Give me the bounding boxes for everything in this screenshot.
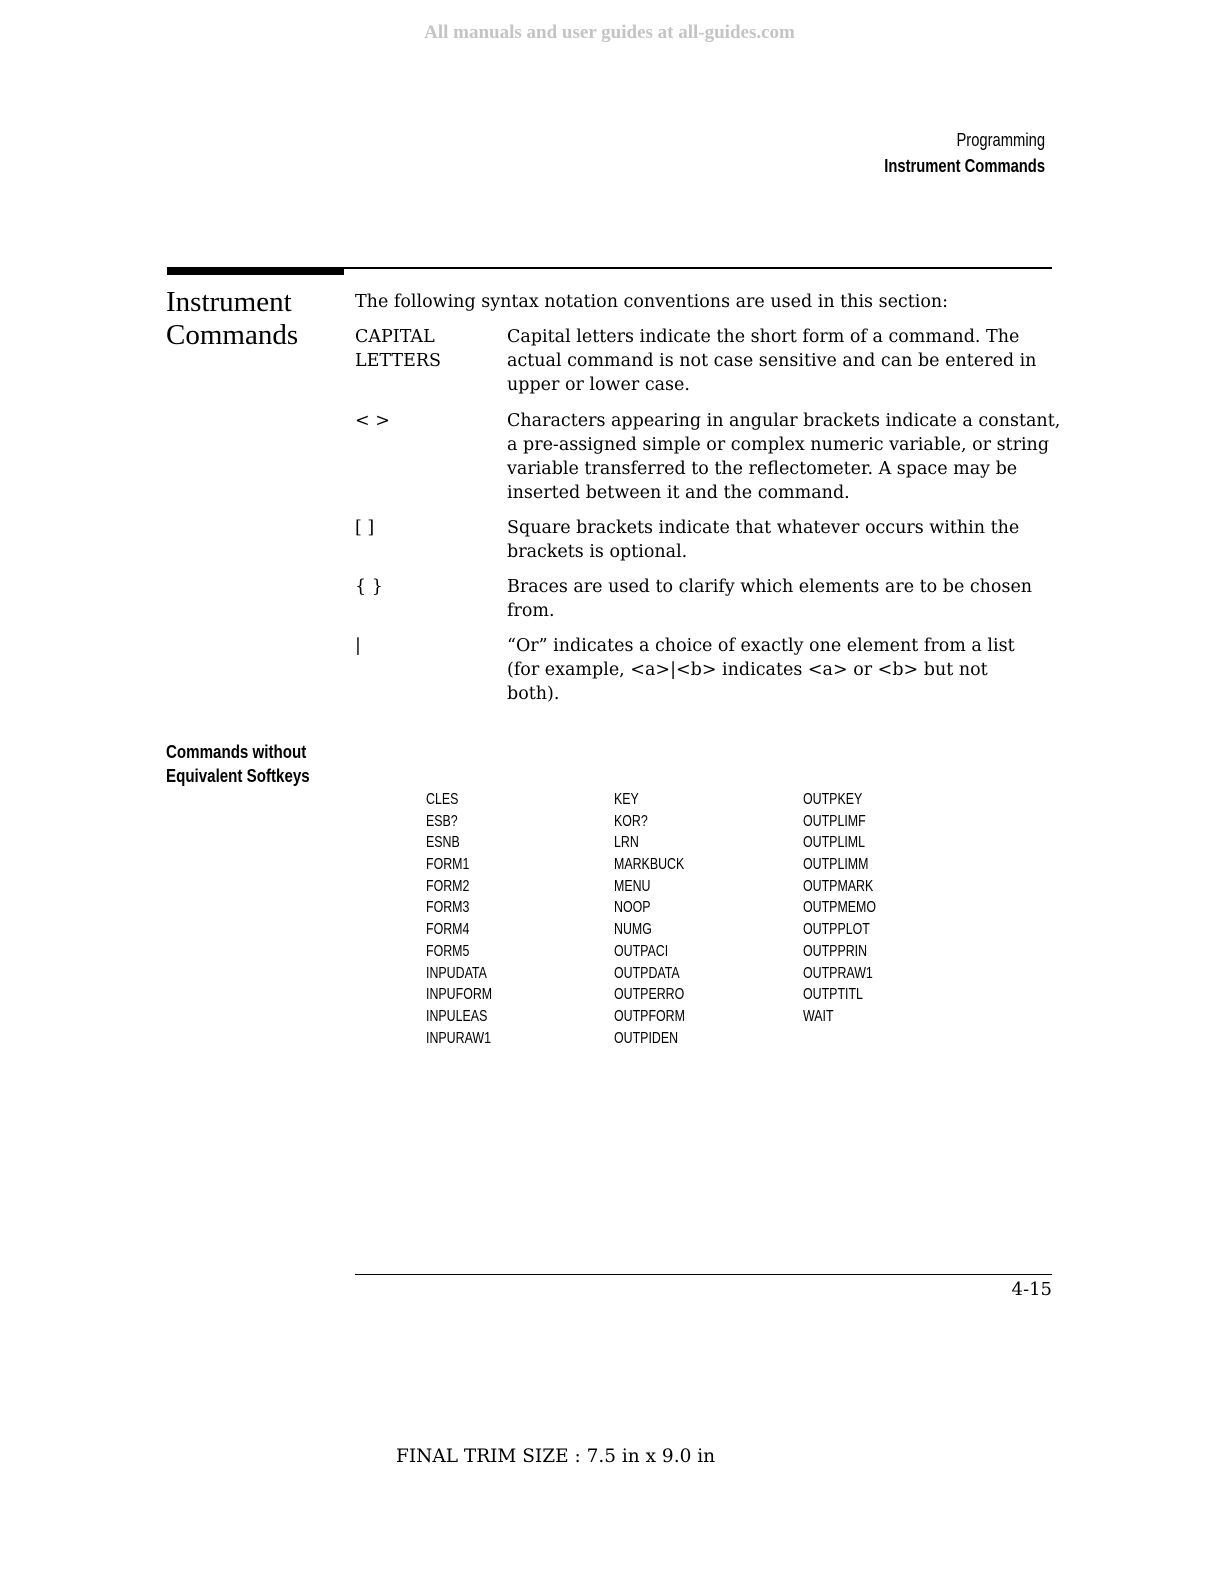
command-item: OUTPKEY bbox=[803, 791, 863, 808]
section-title bbox=[166, 286, 336, 352]
command-item: FORM3 bbox=[426, 899, 470, 917]
command-item: OUTPPRIN bbox=[803, 942, 868, 960]
command-item: FORM4 bbox=[426, 921, 470, 939]
command-item: FORM1 bbox=[426, 856, 470, 874]
convention-term-angle: < > bbox=[355, 411, 390, 431]
subsection-title-line2: Equivalent Softkeys bbox=[166, 766, 310, 786]
command-item: OUTPACI bbox=[614, 942, 669, 960]
command-item: INPUDATA bbox=[426, 964, 487, 982]
page-number: 4-15 bbox=[1011, 1279, 1052, 1300]
command-item: OUTPDATA bbox=[614, 964, 680, 982]
command-item: ESB? bbox=[426, 812, 458, 830]
convention-term-braces: { } bbox=[355, 577, 383, 597]
command-column-2 bbox=[614, 789, 703, 1049]
command-item: KOR? bbox=[614, 812, 648, 830]
section-rule-thick bbox=[167, 267, 344, 275]
intro-paragraph: The following syntax notation conventions are used in this section: bbox=[355, 292, 949, 312]
command-item: OUTPPLOT bbox=[803, 921, 870, 939]
footer-rule bbox=[355, 1274, 1052, 1275]
command-item: OUTPTITL bbox=[803, 986, 863, 1004]
subsection-title-line1: Commands without bbox=[166, 742, 307, 762]
command-item: OUTPMARK bbox=[803, 877, 874, 895]
command-item: NOOP bbox=[614, 899, 651, 917]
command-item: CLES bbox=[426, 791, 459, 808]
command-item: MENU bbox=[614, 877, 651, 895]
subsection-title bbox=[166, 740, 326, 788]
command-item: OUTPLIMM bbox=[803, 856, 869, 874]
convention-desc-braces: Braces are used to clarify which elements are to be chosen from. bbox=[507, 577, 1033, 621]
command-item: NUMG bbox=[614, 921, 652, 939]
command-item: ESNB bbox=[426, 834, 460, 852]
command-item: WAIT bbox=[803, 1007, 834, 1025]
convention-desc-angle: Characters appearing in angular brackets indicate a constant, a pre-assigned simple or complex numeric variable, or string variable transferred to the reflectometer. A space may be inserted between it and the command. bbox=[507, 411, 1061, 503]
section-rule-thin bbox=[344, 267, 1052, 269]
convention-term-square: [ ] bbox=[355, 518, 375, 538]
convention-desc-or: “Or” indicates a choice of exactly one element from a list (for example, <a>|<b> indicates <a> or <b> but not both). bbox=[507, 636, 1015, 704]
command-item: INPUFORM bbox=[426, 986, 493, 1004]
convention-term-or: | bbox=[355, 636, 361, 656]
command-item: OUTPFORM bbox=[614, 1007, 685, 1025]
convention-desc-square: Square brackets indicate that whatever occurs within the brackets is optional. bbox=[507, 518, 1020, 562]
command-item: LRN bbox=[614, 834, 639, 852]
command-item: FORM5 bbox=[426, 942, 470, 960]
command-column-3 bbox=[803, 789, 894, 1028]
command-item: OUTPRAW1 bbox=[803, 964, 873, 982]
running-header-section: Instrument Commands bbox=[884, 156, 1045, 176]
command-item: OUTPLIMF bbox=[803, 812, 866, 830]
section-title-line1: Instrument bbox=[166, 286, 292, 318]
command-item: KEY bbox=[614, 791, 639, 808]
command-item: INPURAW1 bbox=[426, 1029, 491, 1047]
command-column-1 bbox=[426, 789, 509, 1049]
command-item: OUTPMEMO bbox=[803, 899, 877, 917]
command-item: OUTPIDEN bbox=[614, 1029, 679, 1047]
command-item: MARKBUCK bbox=[614, 856, 685, 874]
convention-desc-capital: Capital letters indicate the short form of a command. The actual command is not case sensitive and can be entered in upper or lower case. bbox=[507, 327, 1037, 395]
section-title-line2: Commands bbox=[166, 319, 299, 351]
watermark: All manuals and user guides at all-guides.com bbox=[424, 22, 795, 43]
command-item: OUTPLIML bbox=[803, 834, 866, 852]
trim-size-note: FINAL TRIM SIZE : 7.5 in x 9.0 in bbox=[396, 1446, 716, 1467]
command-item: FORM2 bbox=[426, 877, 470, 895]
running-header-chapter: Programming bbox=[956, 130, 1045, 150]
command-item: OUTPERRO bbox=[614, 986, 685, 1004]
command-item: INPULEAS bbox=[426, 1007, 488, 1025]
convention-term-capital: CAPITAL LETTERS bbox=[355, 327, 442, 371]
